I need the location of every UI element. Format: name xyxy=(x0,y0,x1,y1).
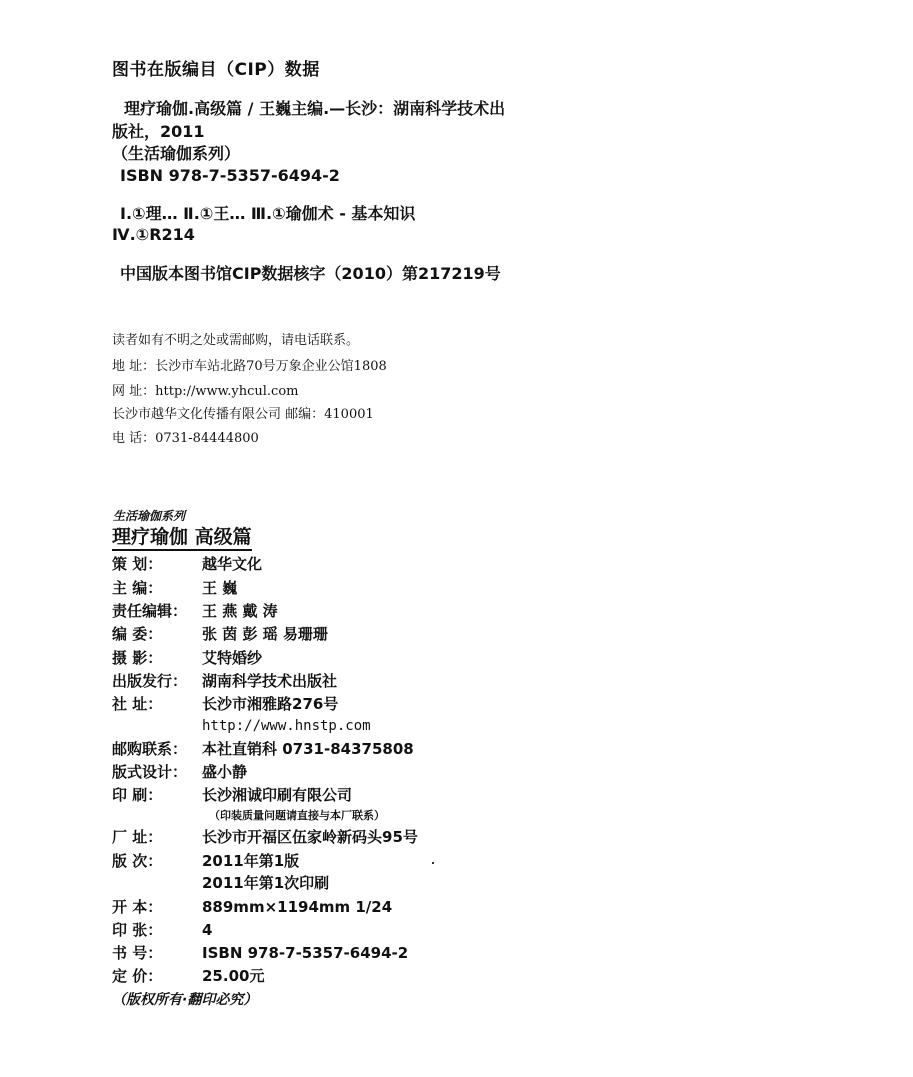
contact-line-1: 读者如有不明之处或需邮购，请电话联系。 xyxy=(112,333,360,348)
series-name: 生活瑜伽系列 xyxy=(113,509,186,523)
credit-row xyxy=(112,557,262,572)
credit-value: （印装质量问题请直接与本厂联系） xyxy=(209,809,385,822)
credit-row xyxy=(112,969,264,984)
credit-label: 厂 址： xyxy=(112,828,163,846)
cip-line-6: Ⅳ.①R214 xyxy=(112,225,195,244)
contact-line-3: 网 址：http://www.yhcul.com xyxy=(112,384,299,399)
credit-row xyxy=(112,604,278,619)
credit-value: 本社直销科 0731-84375808 xyxy=(202,740,414,758)
credit-label: 责任编辑： xyxy=(112,602,188,620)
credit-row xyxy=(112,788,352,803)
credit-label: 印 张： xyxy=(112,921,163,939)
credit-label: 版式设计： xyxy=(112,763,188,781)
credit-value: 艾特婚纱 xyxy=(202,649,263,667)
cip-line-4: ISBN 978-7-5357-6494-2 xyxy=(120,166,340,185)
credit-row xyxy=(112,876,329,891)
credit-row xyxy=(112,900,392,915)
cip-heading: 图书在版编目（CIP）数据 xyxy=(112,60,320,80)
credit-row xyxy=(112,719,371,733)
credit-label: 邮购联系： xyxy=(112,740,188,758)
credit-row xyxy=(112,674,337,689)
credit-value: 盛小静 xyxy=(202,763,248,781)
credit-row xyxy=(112,581,237,596)
credit-value: 25.00元 xyxy=(202,967,265,985)
credit-label: 定 价： xyxy=(112,967,163,985)
credit-value: 王 燕 戴 涛 xyxy=(202,602,278,620)
cip-line-3: （生活瑜伽系列） xyxy=(112,144,241,163)
credit-label: 出版发行： xyxy=(112,672,188,690)
credit-row xyxy=(112,627,328,642)
credit-row xyxy=(112,742,414,757)
credit-value: 王 巍 xyxy=(202,579,238,597)
credit-value: 889mm×1194mm 1/24 xyxy=(202,898,393,916)
credit-value: 越华文化 xyxy=(202,555,263,573)
credit-row xyxy=(112,830,418,845)
credit-row xyxy=(112,697,338,712)
credit-value: 长沙市开福区伍家岭新码头95号 xyxy=(202,828,418,846)
credit-row xyxy=(112,810,385,821)
credit-value: 张 茵 彭 瑶 易珊珊 xyxy=(202,625,328,643)
credit-label xyxy=(112,719,202,733)
cip-line-5: Ⅰ.①理… Ⅱ.①王… Ⅲ.①瑜伽术 - 基本知识 xyxy=(120,204,416,223)
credit-row xyxy=(112,854,299,869)
credit-label: 社 址： xyxy=(112,695,163,713)
credit-value: 4 xyxy=(202,921,213,939)
credit-value: 2011年第1版 xyxy=(202,852,300,870)
credit-label: 摄 影： xyxy=(112,649,163,667)
cip-line-1: 理疗瑜伽.高级篇 / 王巍主编.—长沙：湖南科学技术出 xyxy=(124,99,506,118)
contact-line-2: 地 址：长沙市车站北路70号万象企业公馆1808 xyxy=(112,359,387,374)
copyright-notice: （版权所有·翻印必究） xyxy=(112,992,258,1008)
credit-row xyxy=(112,651,262,666)
credit-label: 书 号： xyxy=(112,944,163,962)
cip-line-7: 中国版本图书馆CIP数据核字（2010）第217219号 xyxy=(120,264,501,283)
credit-row xyxy=(112,923,212,938)
credit-label xyxy=(112,810,209,821)
credit-label: 印 刷： xyxy=(112,786,163,804)
book-title: 理疗瑜伽 高级篇 xyxy=(112,528,252,551)
credit-label: 主 编： xyxy=(112,579,163,597)
credit-value: ISBN 978-7-5357-6494-2 xyxy=(202,944,409,962)
cip-line-2: 版社，2011 xyxy=(112,122,205,141)
credit-value: 湖南科学技术出版社 xyxy=(202,672,338,690)
credit-value: 长沙湘诚印刷有限公司 xyxy=(202,786,353,804)
contact-line-5: 电 话：0731-84444800 xyxy=(112,431,259,446)
credit-label xyxy=(112,876,202,891)
credit-label: 编 委： xyxy=(112,625,163,643)
credit-label: 开 本： xyxy=(112,898,163,916)
credit-value: http://www.hnstp.com xyxy=(202,718,371,734)
scan-speck xyxy=(432,862,434,864)
credit-label: 版 次： xyxy=(112,852,163,870)
credit-row xyxy=(112,765,247,780)
credit-value: 长沙市湘雅路276号 xyxy=(202,695,339,713)
credit-label: 策 划： xyxy=(112,555,163,573)
credit-row xyxy=(112,946,408,961)
contact-line-4: 长沙市越华文化传播有限公司 邮编：410001 xyxy=(112,407,374,422)
credit-value: 2011年第1次印刷 xyxy=(202,874,330,892)
